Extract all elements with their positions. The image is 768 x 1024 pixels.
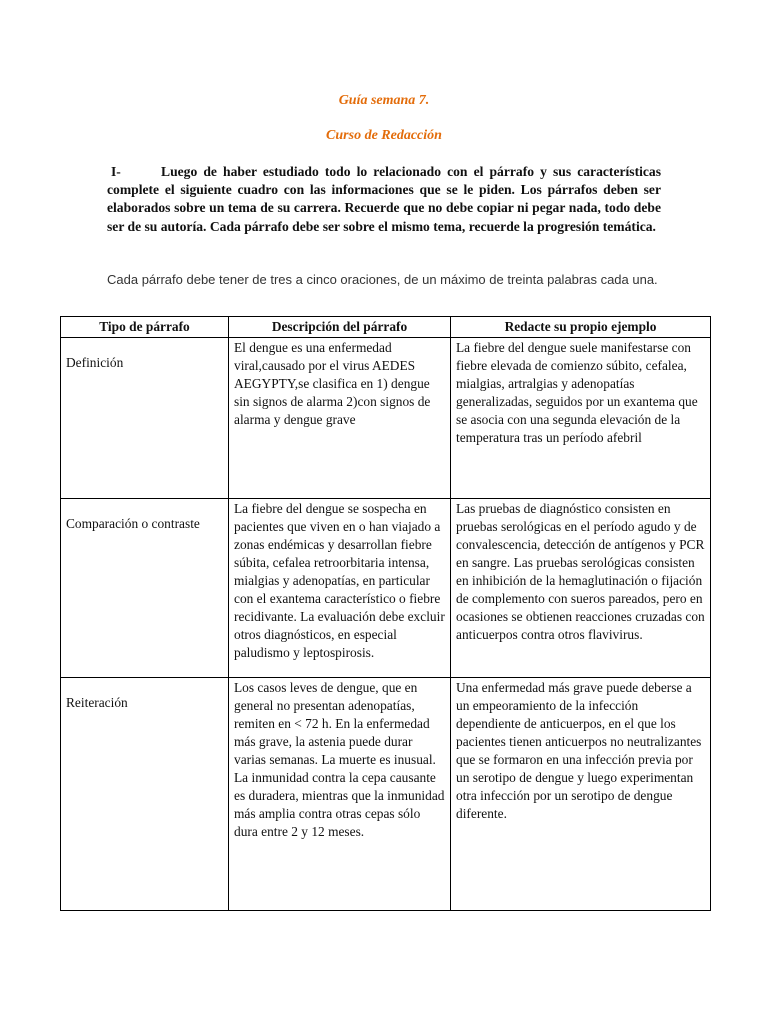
paragraph-table (60, 316, 711, 911)
instructions-text: Luego de haber estudiado todo lo relacionado con el párrafo y sus características complete el siguiente cuadro con las informaciones que se le piden. Los párrafos deben ser elaborados sobre un tema de su carrera. Recuerde que no debe copiar ni pegar nada, todo debe ser de su autoría. Cada párrafo debe ser sobre el mismo tema, recuerde la progresión temática. (107, 164, 661, 234)
cell-example: La fiebre del dengue suele manifestarse con fiebre elevada de comienzo súbito, cefalea, mialgias, artralgias y adenopatías generalizadas, seguidos por un exantema que se asocia con una segunda elevación de la temperatura tras un período afebril (451, 338, 711, 499)
cell-description: Los casos leves de dengue, que en general no presentan adenopatías, remiten en < 72 h. En la enfermedad más grave, la astenia puede durar varias semanas. La muerte es inusual. La inmunidad contra la cepa causante es duradera, mientras que la inmunidad más amplia contra otras cepas sólo dura entre 2 y 12 meses. (229, 678, 451, 911)
cell-type: Reiteración (61, 678, 229, 911)
course-subtitle: Curso de Redacción (326, 128, 442, 143)
paragraph-length-note: Cada párrafo debe tener de tres a cinco oraciones, de un máximo de treinta palabras cada una. (107, 272, 658, 287)
cell-type: Definición (61, 338, 229, 499)
cell-description: El dengue es una enfermedad viral,causado por el virus AEDES AEGYPTY,se clasifica en 1) dengue sin signos de alarma 2)con signos de alarma y dengue grave (229, 338, 451, 499)
section-number: I- (111, 164, 121, 179)
header-description: Descripción del párrafo (229, 317, 451, 338)
table-header-row (61, 317, 711, 338)
cell-example: Las pruebas de diagnóstico consisten en pruebas serológicas en el período agudo y de convalescencia, detección de antígenos y PCR en sangre. Las pruebas serológicas consisten en inhibición de la hemaglutinación o fijación de complemento con sueros pareados, pero en ocasiones se obtienen reacciones cruzadas con anticuerpos contra otros flavivirus. (451, 499, 711, 678)
cell-type: Comparación o contraste (61, 499, 229, 678)
cell-example: Una enfermedad más grave puede deberse a un empeoramiento de la infección dependiente de anticuerpos, en el que los pacientes tienen anticuerpos no neutralizantes que se formaron en una infección previa por un serotipo de dengue y luego experimentan otra infección por un serotipo de dengue diferente. (451, 678, 711, 911)
table-row (61, 499, 711, 678)
cell-description: La fiebre del dengue se sospecha en pacientes que viven en o han viajado a zonas endémicas y desarrollan fiebre súbita, cefalea retroorbitaria intensa, mialgias y adenopatías, en particular con el exantema característico o fiebre recidivante. La evaluación debe excluir otros diagnósticos, en especial paludismo y leptospirosis. (229, 499, 451, 678)
instructions-paragraph (107, 163, 661, 236)
page-title: Guía semana 7. (338, 93, 430, 108)
header-type: Tipo de párrafo (61, 317, 229, 338)
header-example: Redacte su propio ejemplo (451, 317, 711, 338)
table-row (61, 338, 711, 499)
table-row (61, 678, 711, 911)
